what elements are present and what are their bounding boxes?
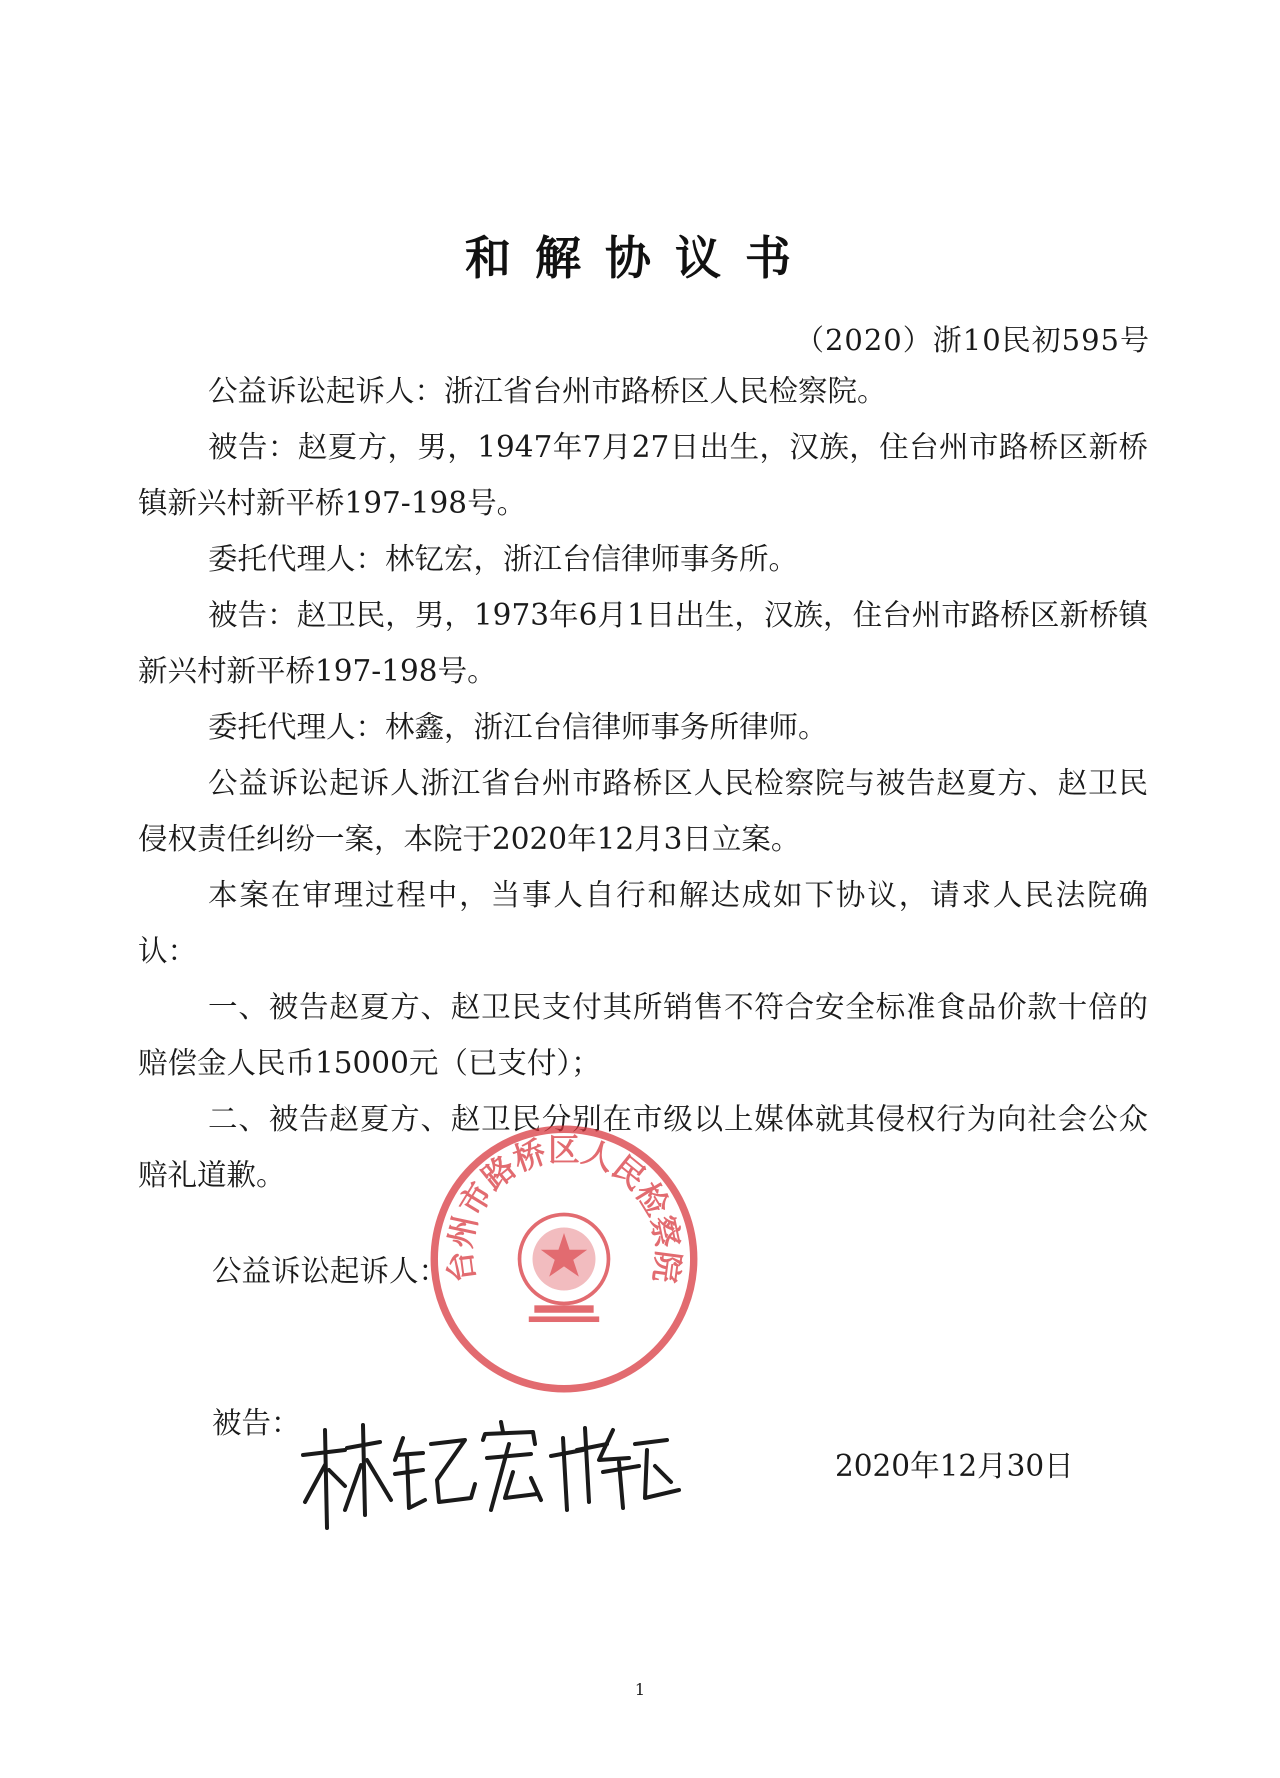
paragraph-term-1: 一、被告赵夏方、赵卫民支付其所销售不符合安全标准食品价款十倍的赔偿金人民币15000元（已支付）； — [138, 990, 1148, 1080]
handwritten-signature — [295, 1410, 695, 1545]
document-title: 和解协议书 — [465, 231, 815, 285]
paragraph-settlement-intro: 本案在审理过程中，当事人自行和解达成如下协议，请求人民法院确认： — [138, 878, 1148, 968]
paragraph-case-filing: 公益诉讼起诉人浙江省台州市路桥区人民检察院与被告赵夏方、赵卫民侵权责任纠纷一案，本院于2020年12月3日立案。 — [138, 766, 1148, 856]
paragraph-plaintiff: 公益诉讼起诉人：浙江省台州市路桥区人民检察院。 — [208, 374, 887, 408]
paragraph-defendant-1: 被告：赵夏方，男，1947年7月27日出生，汉族，住台州市路桥区新桥镇新兴村新平桥197-198号。 — [138, 430, 1148, 520]
svg-text:台州市路桥区人民检察院: 台州市路桥区人民检察院 — [441, 1131, 687, 1285]
paragraph-agent-1: 委托代理人：林钇宏，浙江台信律师事务所。 — [208, 542, 799, 576]
national-emblem-icon — [520, 1215, 609, 1322]
defendant-signature-label: 被告： — [212, 1406, 301, 1440]
plaintiff-signature-label: 公益诉讼起诉人： — [212, 1254, 449, 1288]
paragraph-defendant-2: 被告：赵卫民，男，1973年6月1日出生，汉族，住台州市路桥区新桥镇新兴村新平桥197-198号。 — [138, 598, 1148, 688]
page-number: 1 — [634, 1680, 646, 1699]
paragraph-agent-2: 委托代理人：林鑫，浙江台信律师事务所律师。 — [208, 710, 828, 744]
signing-date: 2020年12月30日 — [835, 1449, 1074, 1483]
case-number: （2020）浙10民初595号 — [794, 323, 1150, 357]
paragraph-term-2: 二、被告赵夏方、赵卫民分别在市级以上媒体就其侵权行为向社会公众赔礼道歉。 — [138, 1102, 1148, 1192]
official-seal-stamp — [425, 1120, 703, 1398]
